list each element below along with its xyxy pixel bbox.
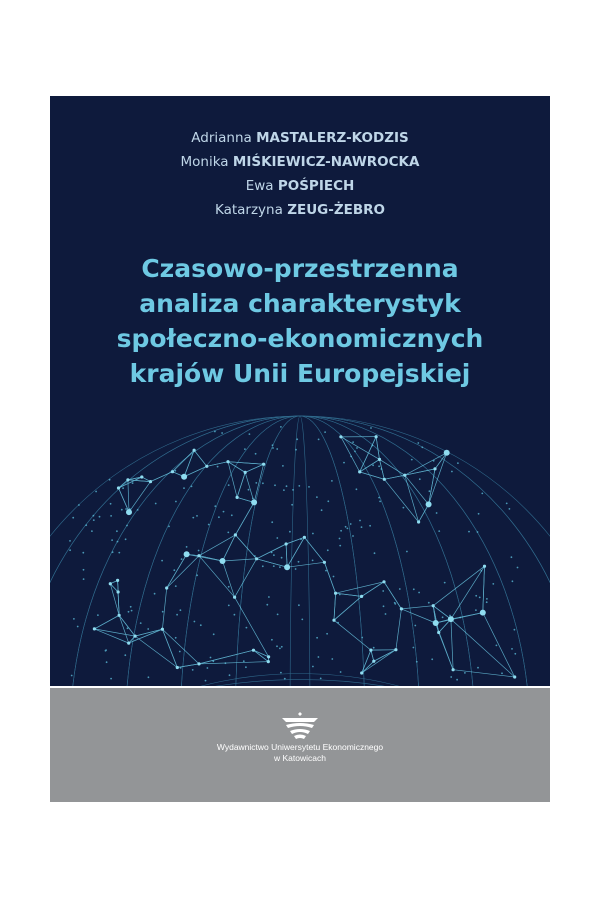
globe-network-illustration: [50, 406, 550, 686]
title-line: społeczno-ekonomicznych: [116, 324, 484, 353]
author-last-name: MIŚKIEWICZ-NAWROCKA: [232, 154, 420, 170]
author-list: [50, 126, 550, 222]
author-3: [50, 174, 550, 198]
title-line: analiza charakterystyk: [139, 289, 461, 318]
book-title: [50, 251, 550, 391]
publisher-logo-icon: [278, 712, 322, 740]
title-line: krajów Unii Europejskiej: [129, 359, 471, 388]
publisher-line: Wydawnictwo Uniwersytetu Ekonomicznego: [216, 742, 384, 752]
publisher-line: w Katowicach: [274, 753, 326, 763]
author-2: [50, 150, 550, 174]
publisher-name: [50, 742, 550, 764]
author-last-name: MASTALERZ-KODZIS: [256, 130, 409, 146]
author-first-name: Ewa: [245, 178, 274, 194]
author-last-name: ZEUG-ŻEBRO: [287, 202, 386, 218]
author-last-name: POŚPIECH: [277, 178, 355, 194]
author-1: [50, 126, 550, 150]
title-line: Czasowo-przestrzenna: [141, 254, 459, 283]
author-first-name: Monika: [180, 154, 229, 170]
author-first-name: Katarzyna: [214, 202, 283, 218]
publisher-band: [50, 686, 550, 802]
divider: [50, 686, 550, 688]
author-first-name: Adrianna: [191, 130, 252, 146]
book-cover: [50, 96, 550, 802]
author-4: [50, 198, 550, 222]
